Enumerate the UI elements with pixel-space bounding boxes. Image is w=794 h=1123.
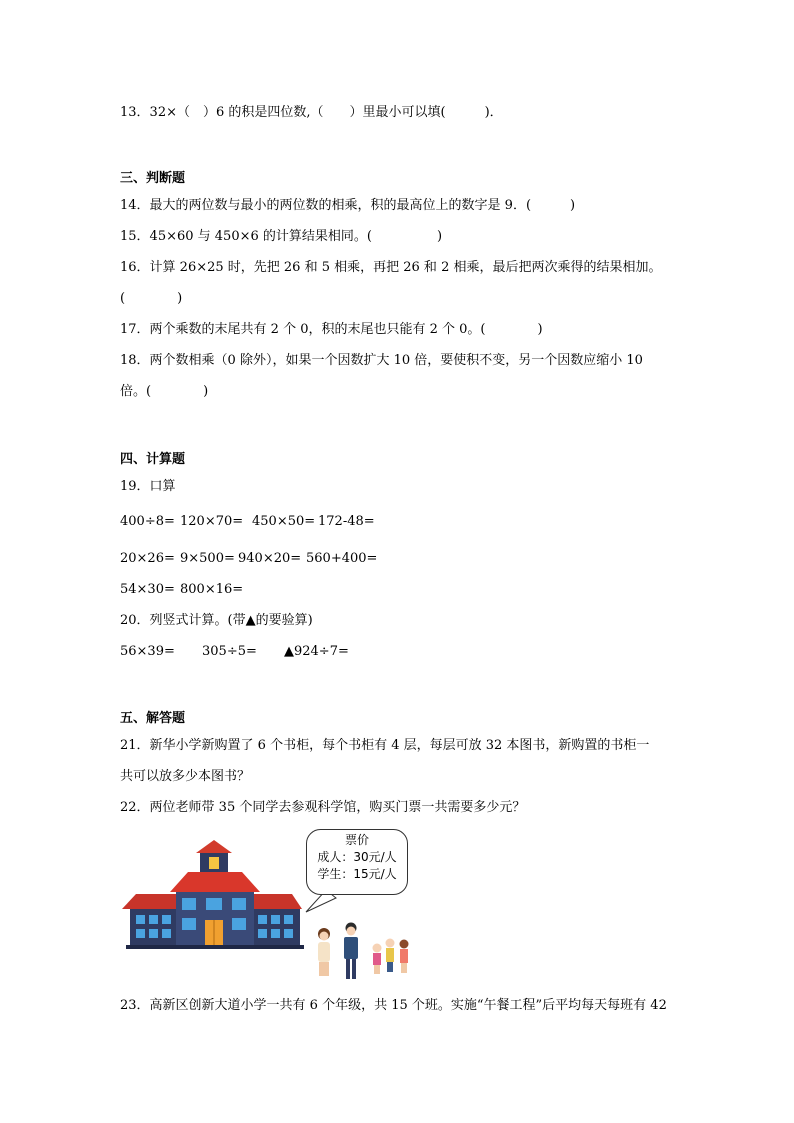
- question-21-line1: 21．新华小学新购置了 6 个书柜，每个书柜有 4 层，每层可放 32 本图书，新购置的书柜一: [120, 738, 650, 753]
- oral-row-1: [120, 513, 375, 531]
- teachers-and-students-icon: [318, 923, 409, 980]
- question-14: 14．最大的两位数与最小的两位数的相乘，积的最高位上的数字是 9．( ): [120, 198, 576, 213]
- section-judgement-heading: 三、判断题: [120, 171, 186, 186]
- vertical-item: ▲924÷7=: [284, 644, 349, 659]
- oral-item: 450×50=: [252, 514, 316, 529]
- oral-item: 120×70=: [180, 514, 244, 529]
- question-23-line1: 23．高新区创新大道小学一共有 6 个年级，共 15 个班。实施“午餐工程”后平均每天每班有 42: [120, 998, 667, 1013]
- vertical-item: 305÷5=: [202, 644, 257, 659]
- ticket-price-adult: 成人：30元/人: [317, 850, 397, 864]
- ticket-price-text: [306, 832, 408, 883]
- question-17: 17．两个乘数的末尾共有 2 个 0，积的末尾也只能有 2 个 0。( ): [120, 322, 543, 337]
- oral-item: 172-48=: [318, 514, 375, 529]
- oral-item: 560+400=: [306, 551, 378, 566]
- section-calculation-heading: 四、计算题: [120, 452, 186, 467]
- oral-row-2: [120, 550, 377, 568]
- oral-row-3: [120, 581, 243, 599]
- ticket-price-student: 学生：15元/人: [317, 867, 397, 881]
- section-word-problems-heading: 五、解答题: [120, 711, 186, 726]
- vertical-calc-row: [120, 643, 349, 661]
- question-22: 22．两位老师带 35 个同学去参观科学馆，购买门票一共需要多少元？: [120, 800, 526, 815]
- oral-item: 800×16=: [180, 582, 244, 597]
- ticket-price-title: 票价: [344, 833, 369, 847]
- oral-item: 940×20=: [238, 551, 302, 566]
- question-20: 20．列竖式计算。(带▲的要验算): [120, 613, 313, 628]
- question-16-line2: ( ): [120, 291, 183, 306]
- question-19: 19．口算: [120, 479, 176, 494]
- question-13: 13．32×（ ）6 的积是四位数,（ ）里最小可以填( )．: [120, 105, 503, 120]
- vertical-item: 56×39=: [120, 644, 175, 659]
- question-18-line1: 18．两个数相乘（0 除外），如果一个因数扩大 10 倍，要使积不变，另一个因数应缩小 10: [120, 353, 643, 368]
- oral-item: 400÷8=: [120, 514, 175, 529]
- question-16-line1: 16．计算 26×25 时，先把 26 和 5 相乘，再把 26 和 2 相乘，最后把两次乘得的结果相加。: [120, 260, 662, 275]
- question-18-line2: 倍。( ): [120, 384, 209, 399]
- oral-item: 9×500=: [180, 551, 235, 566]
- question-15: 15．45×60 与 450×6 的计算结果相同。( ): [120, 229, 443, 244]
- oral-item: 54×30=: [120, 582, 175, 597]
- question-21-line2: 共可以放多少本图书？: [120, 769, 251, 784]
- school-building-icon: [122, 840, 304, 949]
- oral-item: 20×26=: [120, 551, 175, 566]
